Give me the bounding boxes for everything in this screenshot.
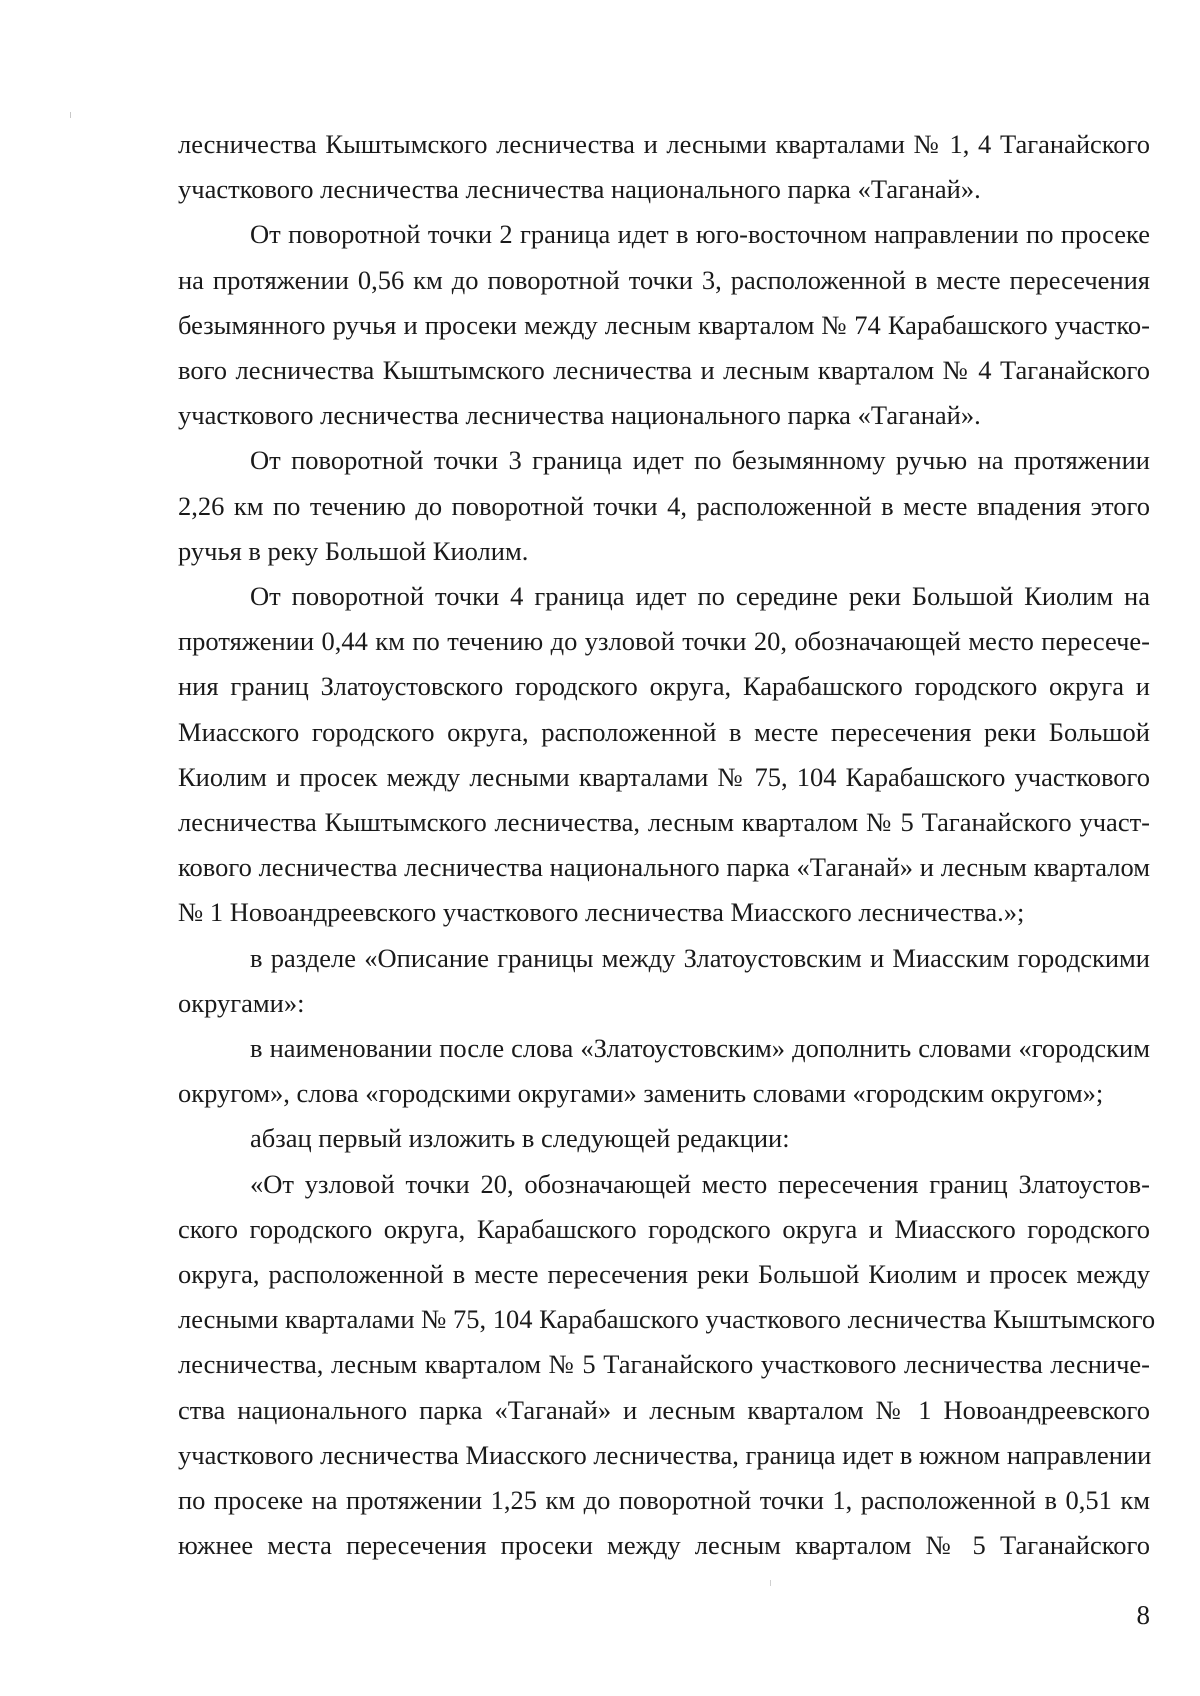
text-line: лесными кварталами № 75, 104 Карабашского участкового лесничества Кыштымского: [178, 1304, 1156, 1335]
text-line: От поворотной точки 2 граница идет в юго-восточном направлении по просеке: [250, 219, 1150, 250]
paragraph: [178, 1162, 1156, 1569]
scan-artifact: [770, 1580, 771, 1586]
scan-artifact: [70, 112, 71, 118]
text-line: в наименовании после слова «Златоустовским» дополнить словами «городским: [250, 1033, 1150, 1064]
paragraph: [178, 438, 1150, 574]
paragraph: [178, 1116, 1150, 1161]
text-line: «От узловой точки 20, обозначающей место пересечения границ Златоустов-: [250, 1168, 1150, 1199]
paragraph: [178, 936, 1150, 1026]
paragraph: [178, 212, 1150, 438]
text-line: в разделе «Описание границы между Златоустовским и Миасским городскими: [250, 942, 1150, 973]
text-line: лесничества Кыштымского лесничества и лесными кварталами № 1, 4 Таганайского: [178, 129, 1150, 159]
text-line: безымянного ручья и просеки между лесным кварталом № 74 Карабашского участко-: [178, 309, 1150, 340]
text-line: южнее места пересечения просеки между лесным кварталом № 5 Таганайского: [178, 1530, 1150, 1561]
text-line: ния границ Златоустовского городского округа, Карабашского городского округа и: [178, 671, 1150, 702]
text-line: Киолим и просек между лесными кварталами № 75, 104 Карабашского участкового: [178, 761, 1150, 792]
text-line: ского городского округа, Карабашского городского округа и Миасского городского: [178, 1213, 1150, 1244]
text-line: ства национального парка «Таганай» и лесным кварталом № 1 Новоандреевского: [178, 1394, 1150, 1425]
text-line: Миасского городского округа, расположенной в месте пересечения реки Большой: [178, 716, 1150, 747]
text-line: лесничества Кыштымского лесничества, лесным кварталом № 5 Таганайского участ-: [178, 807, 1150, 838]
text-line: по просеке на протяжении 1,25 км до поворотной точки 1, расположенной в 0,51 км: [178, 1485, 1150, 1516]
paragraph: [178, 574, 1150, 936]
text-line: От поворотной точки 3 граница идет по безымянному ручью на протяжении: [250, 445, 1150, 476]
text-line: № 1 Новоандреевского участкового лесничества Миасского лесничества.»;: [178, 897, 1025, 928]
text-line: округами»:: [178, 987, 305, 1018]
text-line: От поворотной точки 4 граница идет по середине реки Большой Киолим на: [250, 581, 1150, 612]
paragraph: [178, 122, 1150, 212]
text-line: участкового лесничества Миасского лесничества, граница идет в южном направлении: [178, 1439, 1152, 1470]
page-number: 8: [1136, 1600, 1150, 1630]
paragraph: [178, 1026, 1150, 1116]
document-body: [178, 122, 1156, 1569]
text-line: участкового лесничества лесничества национального парка «Таганай».: [178, 400, 981, 431]
text-line: протяжении 0,44 км по течению до узловой точки 20, обозначающей место пересече-: [178, 626, 1150, 657]
text-line: округа, расположенной в месте пересечения реки Большой Киолим и просек между: [178, 1259, 1150, 1290]
text-line: ручья в реку Большой Киолим.: [178, 535, 529, 566]
text-line: 2,26 км по течению до поворотной точки 4, расположенной в месте впадения этого: [178, 490, 1150, 521]
text-line: на протяжении 0,56 км до поворотной точки 3, расположенной в месте пересечения: [178, 264, 1150, 295]
text-line: абзац первый изложить в следующей редакции:: [250, 1123, 790, 1154]
text-line: участкового лесничества лесничества национального парка «Таганай».: [178, 174, 981, 205]
text-line: округом», слова «городскими округами» заменить словами «городским округом»;: [178, 1078, 1104, 1109]
text-line: лесничества, лесным кварталом № 5 Таганайского участкового лесничества лесниче-: [178, 1349, 1150, 1380]
text-line: кового лесничества лесничества национального парка «Таганай» и лесным кварталом: [178, 852, 1150, 883]
text-line: вого лесничества Кыштымского лесничества и лесным кварталом № 4 Таганайского: [178, 355, 1150, 386]
